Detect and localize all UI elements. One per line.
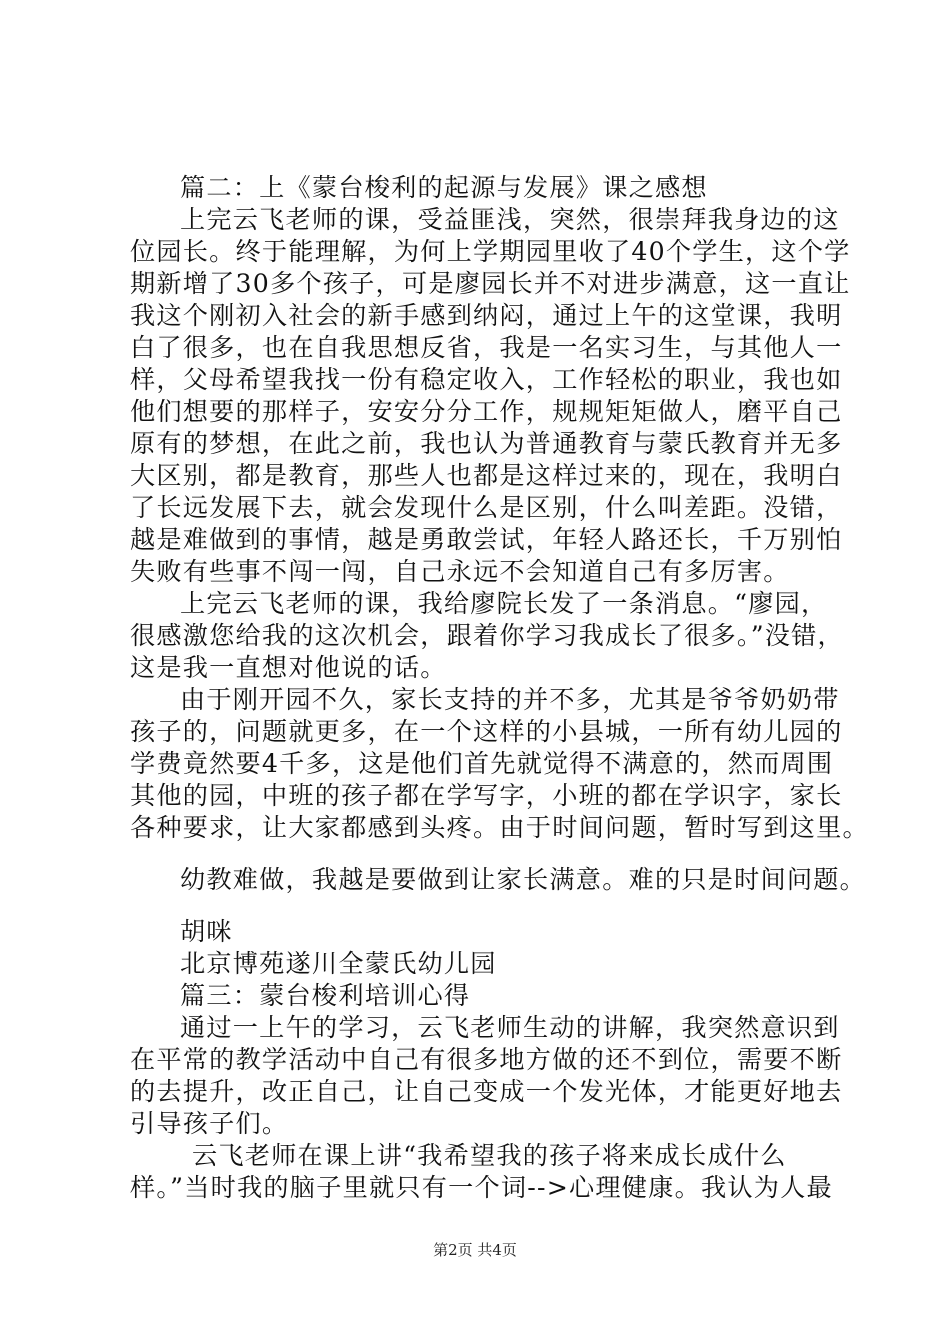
section-heading: 篇二：上《蒙台梭利的起源与发展》课之感想 <box>180 173 708 202</box>
paragraph-line: 学费竟然要4千多，这是他们首先就觉得不满意的，然而周围 <box>130 749 834 778</box>
paragraph-line: 云飞老师在课上讲“我希望我的孩子将来成长成什么 <box>192 1141 787 1170</box>
paragraph-line: 大区别，都是教育，那些人也都是这样过来的，现在，我明白 <box>130 461 843 490</box>
paragraph-line: 引导孩子们。 <box>130 1109 289 1138</box>
paragraph-line: 上完云飞老师的课，受益匪浅，突然，很崇拜我身边的这 <box>180 205 840 234</box>
paragraph-line: 的去提升，改正自己，让自己变成一个发光体，才能更好地去 <box>130 1077 843 1106</box>
paragraph-line: 位园长。终于能理解，为何上学期园里收了40个学生，这个学 <box>130 237 851 266</box>
author-name: 胡咪 <box>180 917 233 946</box>
paragraph-line: 这是我一直想对他说的话。 <box>130 653 447 682</box>
paragraph-line: 原有的梦想，在此之前，我也认为普通教育与蒙氏教育并无多 <box>130 429 843 458</box>
paragraph-line: 上完云飞老师的课，我给廖院长发了一条消息。“廖园， <box>180 589 828 618</box>
paragraph-line: 很感激您给我的这次机会，跟着你学习我成长了很多。”没错， <box>130 621 844 650</box>
paragraph-line: 样，父母希望我找一份有稳定收入，工作轻松的职业，我也如 <box>130 365 843 394</box>
paragraph-line: 越是难做到的事情，越是勇敢尝试，年轻人路还长，千万别怕 <box>130 525 843 554</box>
paragraph-line: 他们想要的那样子，安安分分工作，规规矩矩做人，磨平自己 <box>130 397 843 426</box>
section-heading: 篇三：蒙台梭利培训心得 <box>180 981 471 1010</box>
paragraph-line: 通过一上午的学习，云飞老师生动的讲解，我突然意识到 <box>180 1013 840 1042</box>
paragraph-line: 其他的园，中班的孩子都在学写字，小班的都在学识字，家长 <box>130 781 843 810</box>
paragraph-line: 我这个刚初入社会的新手感到纳闷，通过上午的这堂课，我明 <box>130 301 843 330</box>
paragraph-line: 幼教难做，我越是要做到让家长满意。难的只是时间问题。 <box>180 865 867 894</box>
paragraph-line: 在平常的教学活动中自己有很多地方做的还不到位，需要不断 <box>130 1045 843 1074</box>
page-number: 第2页 共4页 <box>433 1241 517 1259</box>
paragraph-line: 由于刚开园不久，家长支持的并不多，尤其是爷爷奶奶带 <box>180 685 840 714</box>
paragraph-line: 样。”当时我的脑子里就只有一个词-->心理健康。我认为人最 <box>130 1173 833 1202</box>
paragraph-line: 各种要求，让大家都感到头疼。由于时间问题，暂时写到这里。 <box>130 813 869 842</box>
paragraph-line: 孩子的，问题就更多，在一个这样的小县城，一所有幼儿园的 <box>130 717 843 746</box>
paragraph-line: 了长远发展下去，就会发现什么是区别，什么叫差距。没错， <box>130 493 843 522</box>
paragraph-line: 失败有些事不闯一闯，自己永远不会知道自己有多厉害。 <box>130 557 790 586</box>
author-organization: 北京博苑遂川全蒙氏幼儿园 <box>180 949 497 978</box>
paragraph-line: 白了很多，也在自我思想反省，我是一名实习生，与其他人一 <box>130 333 843 362</box>
paragraph-line: 期新增了30多个孩子，可是廖园长并不对进步满意，这一直让 <box>130 269 851 298</box>
